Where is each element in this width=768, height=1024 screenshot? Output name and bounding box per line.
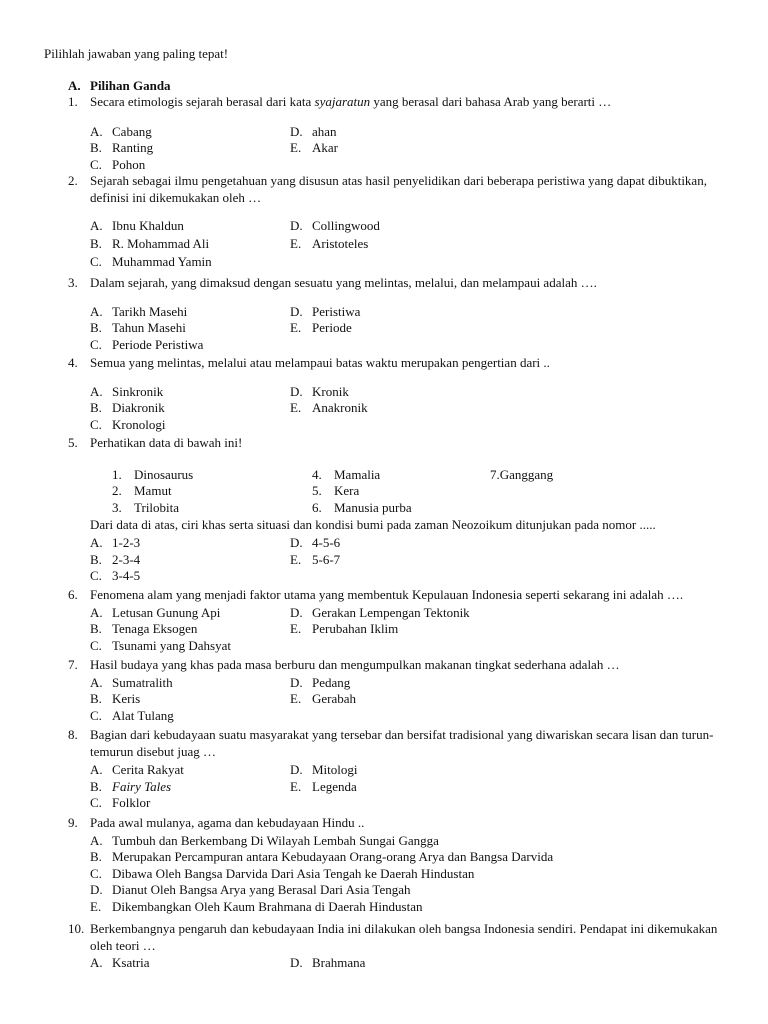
question-number: 5. (68, 435, 78, 450)
option-b: B. Diakronik (90, 400, 165, 416)
data-item: 7.Ganggang (490, 466, 554, 482)
option-a: A. Letusan Gunung Api (90, 604, 221, 620)
option-d: D. Gerakan Lempengan Tektonik (290, 604, 470, 620)
option-c: C. Folklor (90, 795, 151, 811)
question-stem: Bagian dari kebudayaan suatu masyarakat yang tersebar dan bersifat tradisional yang diwariskan secara lisan dan turun-temurun disebut juag … (90, 727, 714, 759)
option-d: D. Brahmana (290, 955, 366, 971)
option-c: C. Tsunami yang Dahsyat (90, 637, 231, 653)
question-10 (68, 921, 728, 972)
question-stem: Berkembangnya pengaruh dan kebudayaan India ini dilakukan oleh bangsa Indonesia sendiri. Pendapat ini dikemukakan oleh teori … (90, 921, 718, 953)
question-8 (68, 727, 728, 810)
options (90, 384, 728, 434)
option-a: A. Tarikh Masehi (90, 303, 188, 319)
options (90, 304, 728, 354)
option-c: C. Pohon (90, 156, 146, 172)
question-number: 3. (68, 275, 78, 290)
stem-italic-word: syajaratun (314, 94, 371, 109)
data-item: 1. Dinosaurus (112, 466, 194, 482)
question-stem: Pada awal mulanya, agama dan kebudayaan Hindu .. (90, 815, 365, 830)
question-5 (68, 435, 728, 584)
option-e: E. Anakronik (290, 400, 368, 416)
stem-text: Secara etimologis sejarah berasal dari kata (90, 94, 315, 109)
option-b: B. 2-3-4 (90, 551, 141, 567)
question-number: 6. (68, 587, 78, 602)
options (90, 833, 728, 917)
question-stem: Hasil budaya yang khas pada masa berburu dan mengumpulkan makanan tingkat sederhana adalah … (90, 657, 620, 672)
options (90, 218, 728, 268)
question-number: 1. (68, 94, 78, 109)
question-stem: Perhatikan data di bawah ini! (90, 435, 243, 450)
option-a: A. Tumbuh dan Berkembang Di Wilayah Lembah Sungai Gangga (90, 832, 439, 848)
option-a: A. Ibnu Khaldun (90, 218, 184, 234)
option-e: E. 5-6-7 (290, 551, 341, 567)
option-a: A. 1-2-3 (90, 535, 141, 550)
data-item: 3. Trilobita (112, 499, 180, 515)
option-a: A. Sumatralith (90, 674, 173, 690)
question-3 (68, 275, 728, 352)
option-b: B. Fairy Tales (90, 778, 172, 794)
option-a: A. Ksatria (90, 955, 150, 971)
question-stem (90, 94, 728, 111)
option-e: E. Legenda (290, 778, 357, 794)
option-b: B. Ranting (90, 140, 154, 156)
option-d: D. Dianut Oleh Bangsa Arya yang Berasal Dari Asia Tengah (90, 882, 411, 898)
option-e: E. Periode (290, 320, 352, 336)
data-item: 5. Kera (312, 483, 360, 499)
option-d: D. Collingwood (290, 218, 380, 234)
question-number: 7. (68, 657, 78, 672)
option-c: C. 3-4-5 (90, 568, 141, 584)
option-e: E. Perubahan Iklim (290, 621, 399, 637)
options (90, 124, 728, 174)
options (90, 955, 728, 973)
question-stem: Sejarah sebagai ilmu pengetahuan yang disusun atas hasil penyelidikan dari beberapa peristiwa yang dapat dibuktikan, definisi ini dikemukakan oleh … (90, 173, 707, 205)
option-d: D. 4-5-6 (290, 535, 341, 550)
question-6 (68, 587, 728, 654)
data-item: 4. Mamalia (312, 466, 381, 482)
data-item: 6. Manusia purba (312, 499, 412, 515)
option-a: A. Cerita Rakyat (90, 762, 184, 778)
question-2 (68, 173, 728, 270)
option-d: D. Peristiwa (290, 303, 361, 319)
question-number: 9. (68, 815, 78, 830)
section-letter: A. (68, 78, 81, 93)
stem-text: yang berasal dari bahasa Arab yang berarti … (370, 94, 612, 109)
option-d: D. ahan (290, 123, 337, 139)
instruction-text: Pilihlah jawaban yang paling tepat! (44, 46, 229, 61)
question-stem-continued: Dari data di atas, ciri khas serta situasi dan kondisi bumi pada zaman Neozoikum ditunjukan pada nomor ..... (90, 517, 656, 532)
option-d: D. Mitologi (290, 762, 358, 778)
option-b: B. Merupakan Percampuran antara Kebudayaan Orang-orang Arya dan Bangsa Darvida (90, 849, 554, 865)
option-b: B. Tahun Masehi (90, 320, 186, 336)
question-stem: Dalam sejarah, yang dimaksud dengan sesuatu yang melintas, melalui, dan melampaui adalah …. (90, 275, 597, 290)
question-9 (68, 815, 728, 916)
question-4 (68, 355, 728, 432)
option-b: B. R. Mohammad Ali (90, 236, 210, 252)
question-7 (68, 657, 728, 724)
option-a: A. Sinkronik (90, 383, 164, 399)
question-number: 2. (68, 173, 78, 188)
section-heading (68, 78, 171, 95)
question-number: 8. (68, 727, 78, 742)
question-stem: Fenomena alam yang menjadi faktor utama yang membentuk Kepulauan Indonesia seperti sekarang ini adalah …. (90, 587, 684, 602)
options (90, 762, 728, 812)
option-c: C. Muhammad Yamin (90, 254, 212, 270)
options (90, 675, 728, 725)
option-a: A. Cabang (90, 123, 152, 139)
section-title: Pilihan Ganda (90, 78, 171, 93)
question-number: 10. (68, 921, 85, 936)
option-e: E. Akar (290, 140, 338, 156)
options (90, 605, 728, 655)
question-1 (68, 94, 728, 172)
option-e: E. Dikembangkan Oleh Kaum Brahmana di Daerah Hindustan (90, 898, 423, 914)
data-item: 2. Mamut (112, 483, 172, 499)
options (90, 535, 690, 585)
question-number: 4. (68, 355, 78, 370)
option-c: C. Dibawa Oleh Bangsa Darvida Dari Asia Tengah ke Daerah Hindustan (90, 865, 475, 881)
data-list (112, 467, 728, 517)
option-b: B. Keris (90, 691, 141, 707)
option-c: C. Periode Peristiwa (90, 336, 204, 352)
option-d: D. Pedang (290, 674, 351, 690)
option-c: C. Kronologi (90, 416, 166, 432)
option-b: B. Tenaga Eksogen (90, 621, 198, 637)
option-d: D. Kronik (290, 383, 349, 399)
question-stem: Semua yang melintas, melalui atau melampaui batas waktu merupakan pengertian dari .. (90, 355, 550, 370)
option-c: C. Alat Tulang (90, 707, 174, 723)
option-e: E. Gerabah (290, 691, 357, 707)
option-e: E. Aristoteles (290, 236, 369, 252)
